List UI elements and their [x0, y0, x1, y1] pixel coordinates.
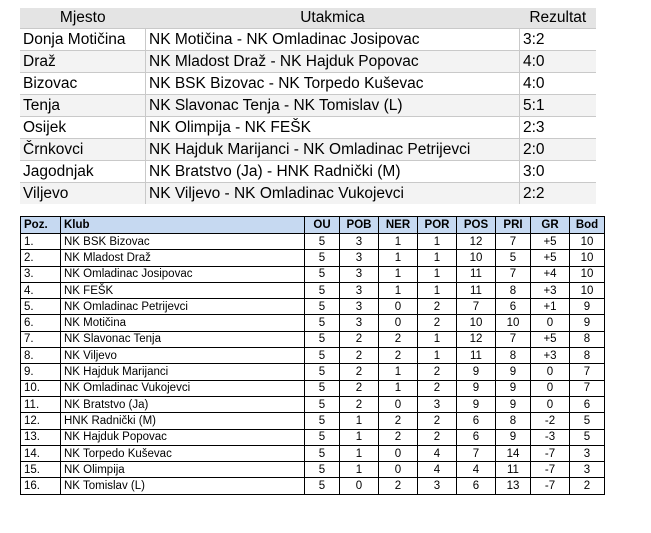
standings-cell-lost: 1 [418, 348, 457, 364]
standings-cell-goal-diff: +1 [531, 299, 570, 315]
standings-cell-won: 2 [340, 380, 379, 396]
standings-cell-position: 9. [21, 364, 61, 380]
header-match: Utakmica [146, 8, 520, 29]
standings-cell-goals-for: 11 [457, 266, 496, 282]
standings-cell-position: 1. [21, 234, 61, 250]
standings-cell-goal-diff: -3 [531, 429, 570, 445]
standings-cell-club: NK Torpedo Kuševac [61, 445, 305, 461]
standings-cell-goals-for: 9 [457, 380, 496, 396]
standings-cell-won: 2 [340, 348, 379, 364]
results-row [20, 117, 596, 139]
results-body [20, 29, 596, 205]
standings-cell-played: 5 [305, 364, 340, 380]
results-row [20, 73, 596, 95]
standings-row [21, 299, 605, 315]
standings-cell-goals-against: 13 [496, 478, 531, 494]
standings-cell-goal-diff: 0 [531, 315, 570, 331]
standings-cell-points: 10 [570, 234, 605, 250]
standings-cell-points: 2 [570, 478, 605, 494]
match-place: Viljevo [20, 183, 146, 205]
standings-cell-position: 3. [21, 266, 61, 282]
standings-cell-drawn: 1 [379, 380, 418, 396]
standings-cell-club: NK Viljevo [61, 348, 305, 364]
standings-cell-won: 3 [340, 299, 379, 315]
standings-cell-points: 8 [570, 331, 605, 347]
standings-header-won: POB [340, 217, 379, 234]
standings-cell-played: 5 [305, 315, 340, 331]
standings-cell-played: 5 [305, 478, 340, 494]
standings-cell-lost: 4 [418, 462, 457, 478]
standings-row [21, 266, 605, 282]
match-score: 3:2 [520, 29, 597, 51]
standings-cell-drawn: 1 [379, 282, 418, 298]
match-fixture: NK Olimpija - NK FEŠK [146, 117, 520, 139]
standings-cell-lost: 2 [418, 380, 457, 396]
header-place: Mjesto [20, 8, 146, 29]
standings-row [21, 462, 605, 478]
results-table [20, 8, 596, 204]
standings-cell-goals-against: 11 [496, 462, 531, 478]
standings-cell-goals-against: 7 [496, 234, 531, 250]
standings-cell-points: 8 [570, 348, 605, 364]
match-place: Jagodnjak [20, 161, 146, 183]
standings-row [21, 380, 605, 396]
standings-cell-position: 12. [21, 413, 61, 429]
match-fixture: NK Mladost Draž - NK Hajduk Popovac [146, 51, 520, 73]
standings-cell-goals-against: 8 [496, 348, 531, 364]
results-row [20, 161, 596, 183]
standings-cell-club: NK Tomislav (L) [61, 478, 305, 494]
standings-cell-goals-for: 7 [457, 299, 496, 315]
standings-cell-drawn: 0 [379, 315, 418, 331]
standings-header-goals-for: POS [457, 217, 496, 234]
results-header-row [20, 8, 596, 29]
standings-header-club: Klub [61, 217, 305, 234]
standings-cell-goal-diff: +4 [531, 266, 570, 282]
standings-row [21, 234, 605, 250]
standings-cell-goal-diff: -7 [531, 478, 570, 494]
standings-cell-club: NK Motičina [61, 315, 305, 331]
standings-header-row [21, 217, 605, 234]
standings-cell-goals-for: 10 [457, 315, 496, 331]
standings-cell-played: 5 [305, 282, 340, 298]
standings-cell-lost: 1 [418, 234, 457, 250]
standings-cell-goal-diff: +5 [531, 250, 570, 266]
standings-cell-position: 15. [21, 462, 61, 478]
standings-cell-goals-for: 6 [457, 478, 496, 494]
match-fixture: NK Motičina - NK Omladinac Josipovac [146, 29, 520, 51]
standings-cell-drawn: 1 [379, 234, 418, 250]
standings-cell-goal-diff: 0 [531, 380, 570, 396]
match-place: Bizovac [20, 73, 146, 95]
match-fixture: NK BSK Bizovac - NK Torpedo Kuševac [146, 73, 520, 95]
standings-cell-lost: 2 [418, 315, 457, 331]
match-fixture: NK Viljevo - NK Omladinac Vukojevci [146, 183, 520, 205]
standings-cell-points: 7 [570, 364, 605, 380]
standings-cell-lost: 1 [418, 331, 457, 347]
standings-cell-club: NK BSK Bizovac [61, 234, 305, 250]
standings-cell-goal-diff: -7 [531, 462, 570, 478]
standings-cell-drawn: 0 [379, 299, 418, 315]
standings-cell-goals-for: 10 [457, 250, 496, 266]
standings-cell-club: NK Slavonac Tenja [61, 331, 305, 347]
standings-cell-goals-against: 5 [496, 250, 531, 266]
standings-cell-position: 13. [21, 429, 61, 445]
standings-cell-drawn: 1 [379, 250, 418, 266]
match-place: Črnkovci [20, 139, 146, 161]
standings-cell-position: 11. [21, 396, 61, 412]
match-place: Tenja [20, 95, 146, 117]
standings-row [21, 445, 605, 461]
standings-cell-lost: 2 [418, 364, 457, 380]
standings-cell-position: 16. [21, 478, 61, 494]
standings-cell-drawn: 2 [379, 331, 418, 347]
standings-cell-position: 2. [21, 250, 61, 266]
match-place: Osijek [20, 117, 146, 139]
standings-cell-played: 5 [305, 299, 340, 315]
standings-cell-drawn: 0 [379, 396, 418, 412]
standings-header-lost: POR [418, 217, 457, 234]
standings-cell-goals-for: 6 [457, 429, 496, 445]
standings-cell-position: 6. [21, 315, 61, 331]
standings-cell-drawn: 0 [379, 462, 418, 478]
standings-cell-goals-against: 9 [496, 364, 531, 380]
standings-cell-won: 2 [340, 364, 379, 380]
standings-cell-club: NK Hajduk Marijanci [61, 364, 305, 380]
standings-cell-points: 10 [570, 250, 605, 266]
results-row [20, 139, 596, 161]
standings-row [21, 364, 605, 380]
standings-cell-points: 5 [570, 429, 605, 445]
standings-cell-drawn: 1 [379, 364, 418, 380]
standings-header-position: Poz. [21, 217, 61, 234]
results-row [20, 29, 596, 51]
standings-row [21, 348, 605, 364]
standings-cell-played: 5 [305, 250, 340, 266]
standings-row [21, 315, 605, 331]
standings-cell-goals-against: 8 [496, 282, 531, 298]
standings-cell-played: 5 [305, 429, 340, 445]
standings-cell-played: 5 [305, 234, 340, 250]
standings-cell-goals-for: 12 [457, 234, 496, 250]
standings-cell-position: 14. [21, 445, 61, 461]
standings-cell-points: 10 [570, 266, 605, 282]
standings-cell-won: 3 [340, 250, 379, 266]
standings-cell-played: 5 [305, 396, 340, 412]
standings-row [21, 396, 605, 412]
standings-cell-drawn: 2 [379, 413, 418, 429]
standings-cell-won: 1 [340, 462, 379, 478]
standings-cell-goal-diff: +3 [531, 282, 570, 298]
standings-cell-club: NK Omladinac Petrijevci [61, 299, 305, 315]
standings-cell-goal-diff: +5 [531, 234, 570, 250]
results-row [20, 51, 596, 73]
standings-cell-points: 9 [570, 299, 605, 315]
standings-cell-won: 3 [340, 234, 379, 250]
standings-cell-goals-against: 7 [496, 331, 531, 347]
standings-cell-goals-for: 9 [457, 396, 496, 412]
standings-cell-drawn: 2 [379, 348, 418, 364]
standings-cell-lost: 2 [418, 413, 457, 429]
standings-cell-position: 5. [21, 299, 61, 315]
standings-cell-goal-diff: +3 [531, 348, 570, 364]
standings-cell-position: 8. [21, 348, 61, 364]
standings-cell-goals-for: 9 [457, 364, 496, 380]
standings-cell-club: HNK Radnički (M) [61, 413, 305, 429]
standings-cell-lost: 4 [418, 445, 457, 461]
standings-cell-played: 5 [305, 331, 340, 347]
standings-cell-points: 6 [570, 396, 605, 412]
standings-cell-won: 1 [340, 429, 379, 445]
standings-header-points: Bod [570, 217, 605, 234]
standings-row [21, 478, 605, 494]
standings-cell-goals-against: 9 [496, 380, 531, 396]
standings-cell-points: 7 [570, 380, 605, 396]
standings-cell-goals-against: 6 [496, 299, 531, 315]
standings-cell-goal-diff: +5 [531, 331, 570, 347]
match-score: 4:0 [520, 51, 597, 73]
match-fixture: NK Slavonac Tenja - NK Tomislav (L) [146, 95, 520, 117]
standings-cell-points: 5 [570, 413, 605, 429]
standings-cell-won: 3 [340, 315, 379, 331]
standings-row [21, 429, 605, 445]
standings-cell-club: NK Omladinac Vukojevci [61, 380, 305, 396]
standings-cell-points: 3 [570, 445, 605, 461]
standings-cell-won: 3 [340, 266, 379, 282]
standings-cell-club: NK Olimpija [61, 462, 305, 478]
standings-cell-goals-for: 7 [457, 445, 496, 461]
standings-cell-goal-diff: -2 [531, 413, 570, 429]
standings-cell-goals-against: 9 [496, 396, 531, 412]
standings-cell-played: 5 [305, 380, 340, 396]
match-score: 2:0 [520, 139, 597, 161]
standings-cell-won: 2 [340, 396, 379, 412]
standings-row [21, 282, 605, 298]
standings-cell-drawn: 1 [379, 266, 418, 282]
standings-cell-goals-against: 9 [496, 429, 531, 445]
standings-cell-goals-for: 11 [457, 348, 496, 364]
standings-cell-position: 7. [21, 331, 61, 347]
standings-cell-drawn: 0 [379, 445, 418, 461]
standings-cell-goal-diff: 0 [531, 396, 570, 412]
standings-cell-goal-diff: -7 [531, 445, 570, 461]
standings-cell-club: NK Bratstvo (Ja) [61, 396, 305, 412]
standings-cell-goals-against: 8 [496, 413, 531, 429]
standings-cell-won: 1 [340, 413, 379, 429]
standings-header-goals-against: PRI [496, 217, 531, 234]
standings-cell-club: NK Omladinac Josipovac [61, 266, 305, 282]
standings-cell-played: 5 [305, 462, 340, 478]
standings-cell-lost: 2 [418, 299, 457, 315]
match-place: Donja Motičina [20, 29, 146, 51]
match-score: 5:1 [520, 95, 597, 117]
standings-cell-points: 3 [570, 462, 605, 478]
match-score: 4:0 [520, 73, 597, 95]
standings-body [21, 234, 605, 495]
standings-cell-lost: 1 [418, 250, 457, 266]
standings-cell-lost: 3 [418, 396, 457, 412]
standings-row [21, 413, 605, 429]
standings-cell-won: 1 [340, 445, 379, 461]
standings-header-drawn: NER [379, 217, 418, 234]
standings-cell-won: 3 [340, 282, 379, 298]
match-score: 3:0 [520, 161, 597, 183]
standings-cell-goals-against: 7 [496, 266, 531, 282]
results-row [20, 95, 596, 117]
standings-cell-goals-against: 10 [496, 315, 531, 331]
standings-cell-drawn: 2 [379, 429, 418, 445]
standings-cell-goals-for: 4 [457, 462, 496, 478]
standings-cell-lost: 1 [418, 282, 457, 298]
standings-cell-played: 5 [305, 445, 340, 461]
standings-cell-goals-for: 11 [457, 282, 496, 298]
standings-header-played: OU [305, 217, 340, 234]
standings-cell-played: 5 [305, 266, 340, 282]
standings-cell-goal-diff: 0 [531, 364, 570, 380]
standings-cell-points: 9 [570, 315, 605, 331]
standings-cell-goals-for: 12 [457, 331, 496, 347]
standings-cell-position: 4. [21, 282, 61, 298]
standings-cell-won: 0 [340, 478, 379, 494]
standings-table [20, 216, 605, 495]
standings-cell-played: 5 [305, 348, 340, 364]
header-score: Rezultat [520, 8, 597, 29]
standings-cell-lost: 2 [418, 429, 457, 445]
standings-cell-lost: 1 [418, 266, 457, 282]
standings-cell-goals-for: 6 [457, 413, 496, 429]
results-row [20, 183, 596, 205]
standings-cell-club: NK Hajduk Popovac [61, 429, 305, 445]
standings-cell-points: 10 [570, 282, 605, 298]
standings-cell-played: 5 [305, 413, 340, 429]
match-score: 2:3 [520, 117, 597, 139]
standings-cell-lost: 3 [418, 478, 457, 494]
standings-cell-position: 10. [21, 380, 61, 396]
standings-cell-won: 2 [340, 331, 379, 347]
standings-cell-club: NK FEŠK [61, 282, 305, 298]
standings-header-goal-diff: GR [531, 217, 570, 234]
standings-cell-goals-against: 14 [496, 445, 531, 461]
standings-cell-club: NK Mladost Draž [61, 250, 305, 266]
match-place: Draž [20, 51, 146, 73]
match-fixture: NK Bratstvo (Ja) - HNK Radnički (M) [146, 161, 520, 183]
match-fixture: NK Hajduk Marijanci - NK Omladinac Petrijevci [146, 139, 520, 161]
match-score: 2:2 [520, 183, 597, 205]
standings-row [21, 250, 605, 266]
standings-cell-drawn: 2 [379, 478, 418, 494]
standings-row [21, 331, 605, 347]
